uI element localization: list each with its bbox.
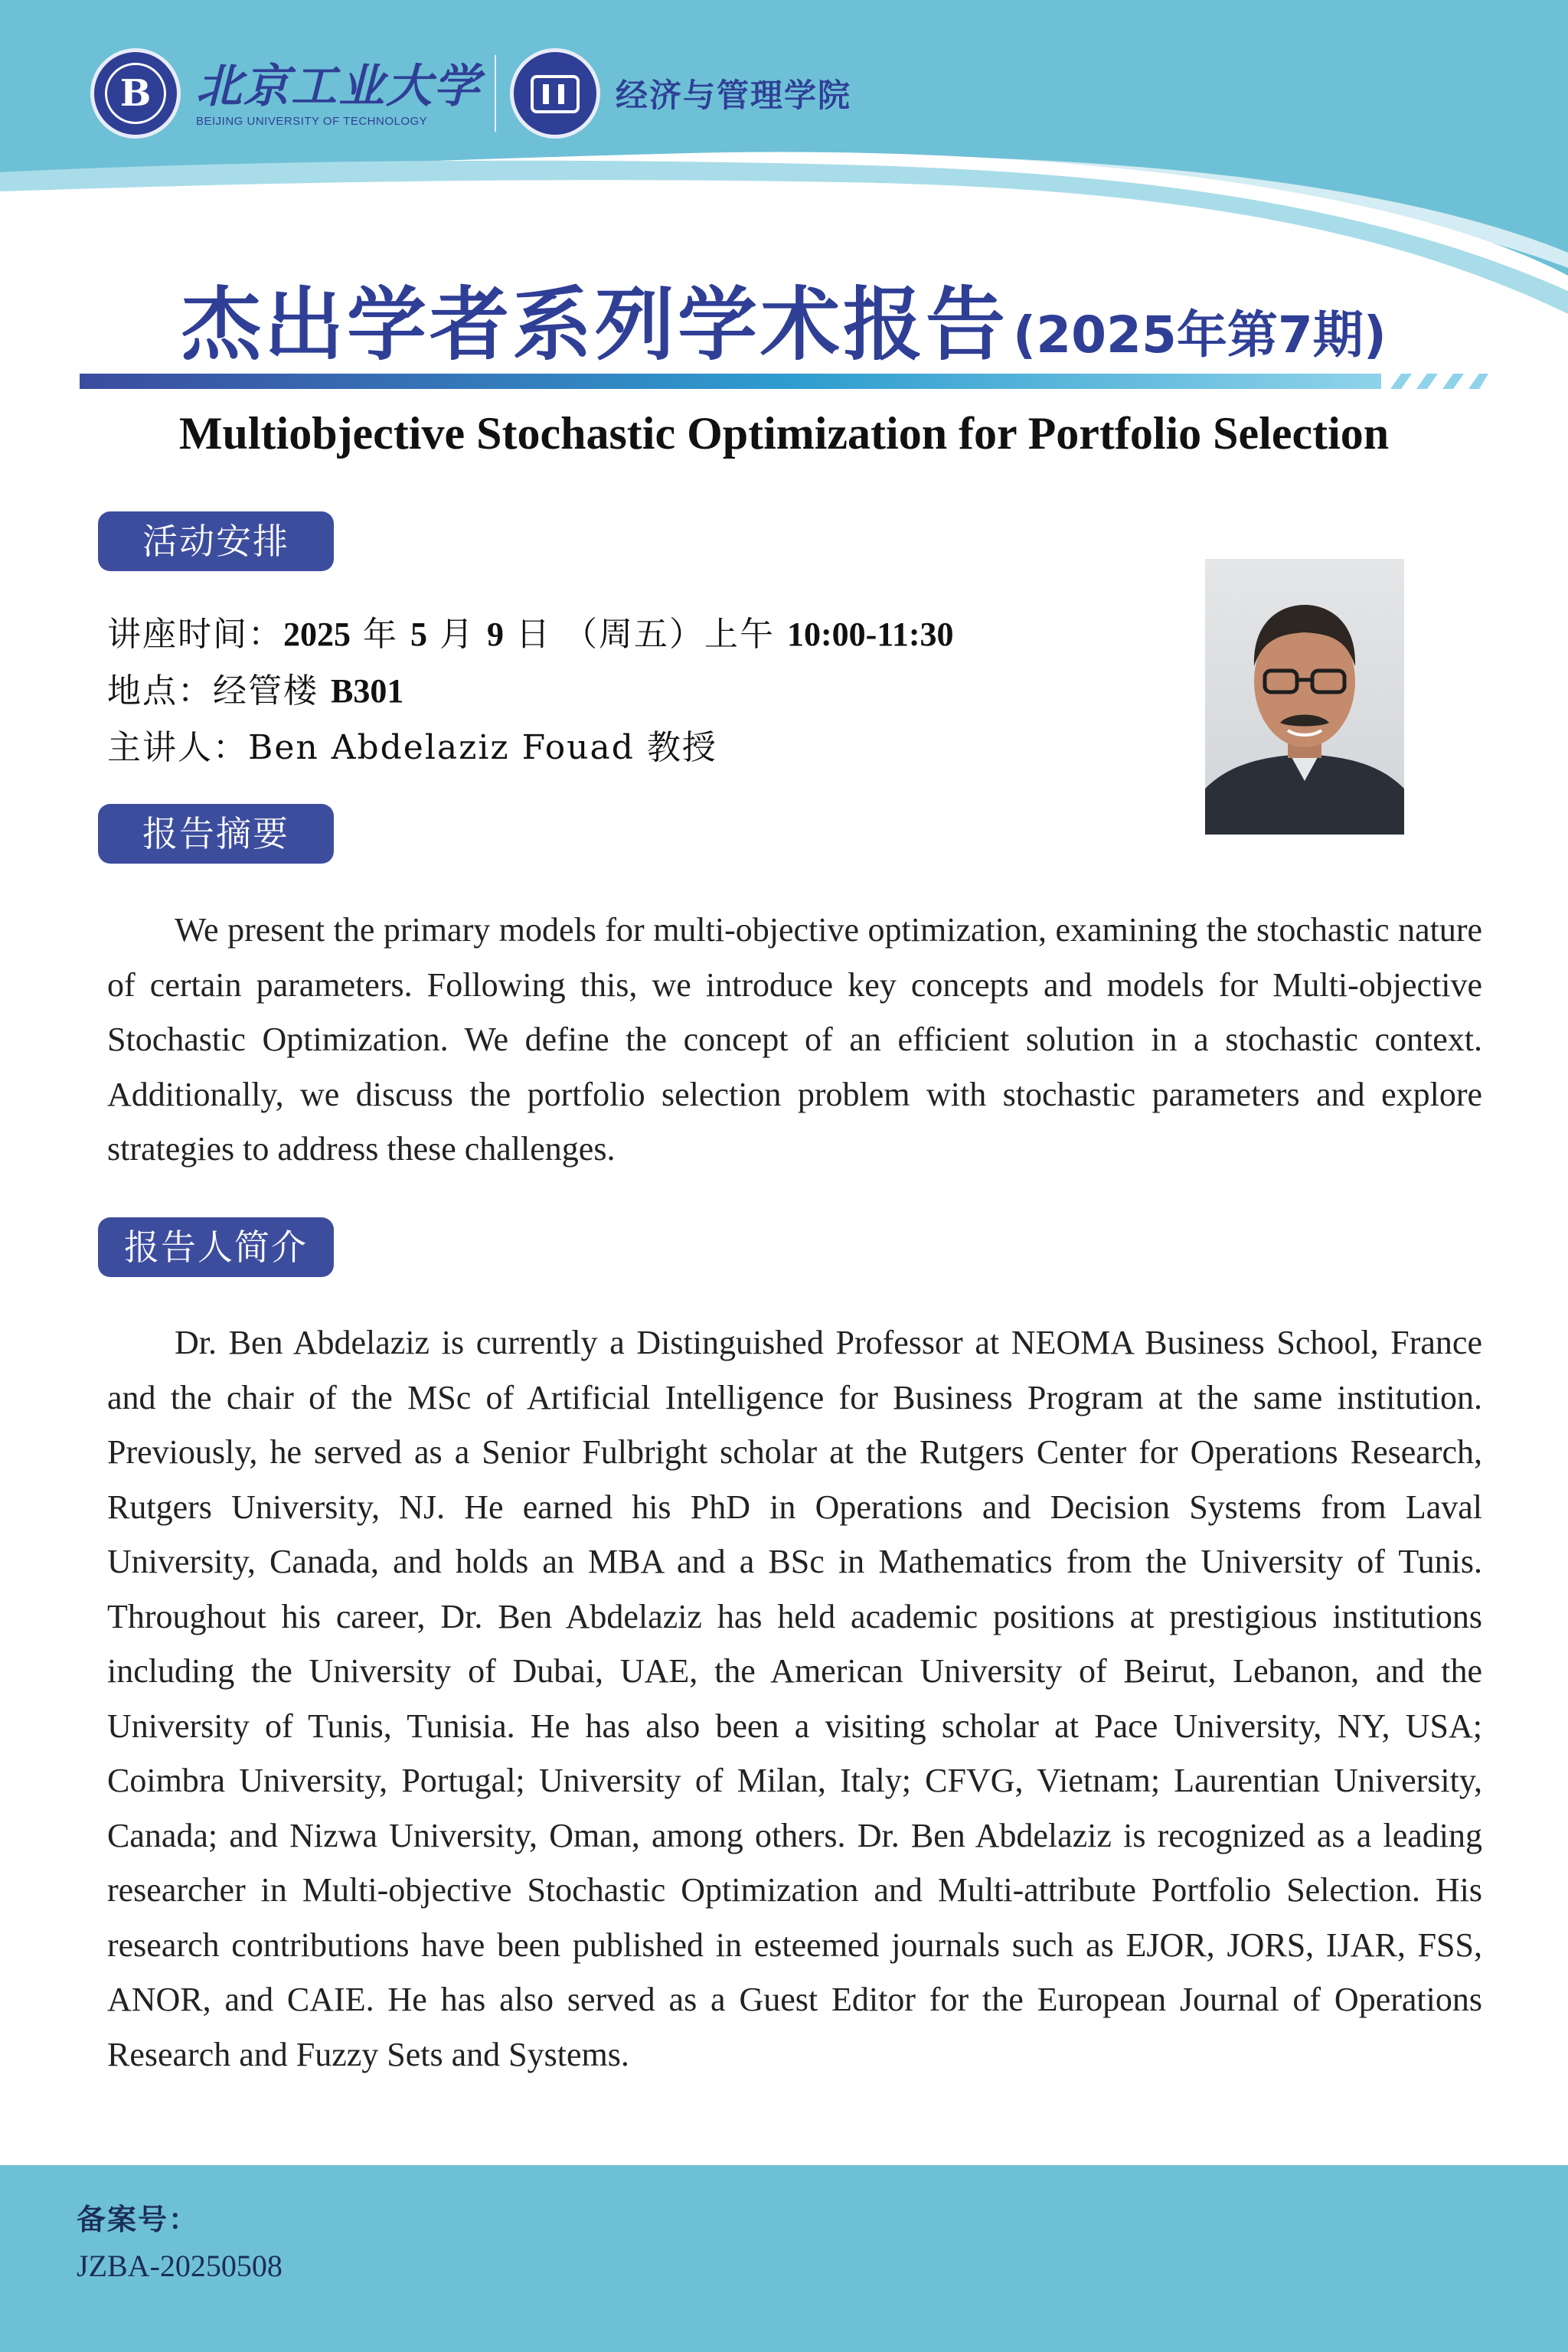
header-logos xyxy=(90,47,851,139)
section-label-bio: 报告人简介 xyxy=(98,1217,334,1277)
university-name-cn: 北京工业大学 xyxy=(196,59,481,113)
talk-title: Multiobjective Stochastic Optimization for Portfolio Selection xyxy=(178,408,1390,459)
info-date-month: 5 xyxy=(410,616,427,653)
university-name-en: BEIJING UNIVERSITY OF TECHNOLOGY xyxy=(196,114,428,128)
footer-record-label: 备案号： xyxy=(77,2203,200,2236)
info-speaker-label: 主讲人： xyxy=(107,728,248,767)
footer-record-number: JZBA-20250508 xyxy=(77,2249,283,2283)
title-underline-bar xyxy=(80,372,1488,390)
university-name xyxy=(196,60,481,128)
school-name: 经济与管理学院 xyxy=(616,77,852,114)
info-day-unit: 日 xyxy=(516,615,551,654)
info-weekday: （周五）上午 xyxy=(564,615,775,654)
abstract-text: We present the primary models for multi-objective optimization, examining the stochastic nature of certain parameters. Following this, we introduce key concepts and models for Multi-objective Stochastic Optimization. We define the concept of an efficient solution in a stochastic context. Additionally, we discuss the portfolio selection problem with stochastic parameters and explore strategies to address these challenges. xyxy=(107,911,1482,1168)
info-date-year: 2025 xyxy=(283,616,351,653)
series-title xyxy=(0,260,1568,375)
logo-divider xyxy=(495,55,496,132)
info-time xyxy=(107,606,954,655)
speaker-portrait-icon xyxy=(1205,559,1404,835)
footer-band xyxy=(0,2165,1568,2352)
school-seal-icon xyxy=(510,48,600,139)
info-date-day: 9 xyxy=(487,616,504,653)
info-speaker-name: Ben Abdelaziz Fouad xyxy=(248,728,635,767)
section-label-schedule: 活动安排 xyxy=(98,511,334,571)
info-month-unit: 月 xyxy=(439,615,475,654)
speaker-photo xyxy=(1205,559,1404,835)
series-title-main: 杰出学者系列学术报告 xyxy=(181,278,1009,371)
info-venue-building: 经管楼 xyxy=(213,671,318,710)
section-label-abstract: 报告摘要 xyxy=(98,804,334,864)
university-seal-icon: B xyxy=(90,48,181,139)
info-venue-room: B301 xyxy=(331,672,404,710)
info-year-unit: 年 xyxy=(363,615,398,654)
info-venue xyxy=(107,663,403,712)
info-time-range: 10:00-11:30 xyxy=(787,616,954,653)
bio-text: Dr. Ben Abdelaziz is currently a Distinguished Professor at NEOMA Business School, France and the chair of the MSc of Artificial Intelligence for Business Program at the same institution. Previously, he served as a Senior Fulbright scholar at the Rutgers Center for Operations Research, Rutgers University, NJ. He earned his PhD in Operations and Decision Systems from Laval University, Canada, and holds an MBA and a BSc in Mathematics from the University of Tunis. Throughout his career, Dr. Ben Abdelaziz has held academic positions at prestigious institutions including the University of Dubai, UAE, the American University of Beirut, Lebanon, and the University of Tunis, Tunisia. He has also been a visiting scholar at Pace University, NY, USA; Coimbra University, Portugal; University of Milan, Italy; CFVG, Vietnam; Laurentian University, Canada; and Nizwa University, Oman, among others. Dr. Ben Abdelaziz is recognized as a leading researcher in Multi-objective Stochastic Optimization and Multi-attribute Portfolio Selection. His research contributions have been published in esteemed journals such as EJOR, JORS, IJAR, FSS, ANOR, and CAIE. He has also served as a Guest Editor for the European Journal of Operations Research and Fuzzy Sets and Systems. xyxy=(107,1324,1482,2073)
info-venue-label: 地点： xyxy=(107,671,213,710)
info-speaker xyxy=(107,720,717,769)
info-time-label: 讲座时间： xyxy=(107,615,283,654)
series-title-issue: (2025年第7期) xyxy=(1013,305,1387,364)
info-speaker-title: 教授 xyxy=(646,728,717,767)
